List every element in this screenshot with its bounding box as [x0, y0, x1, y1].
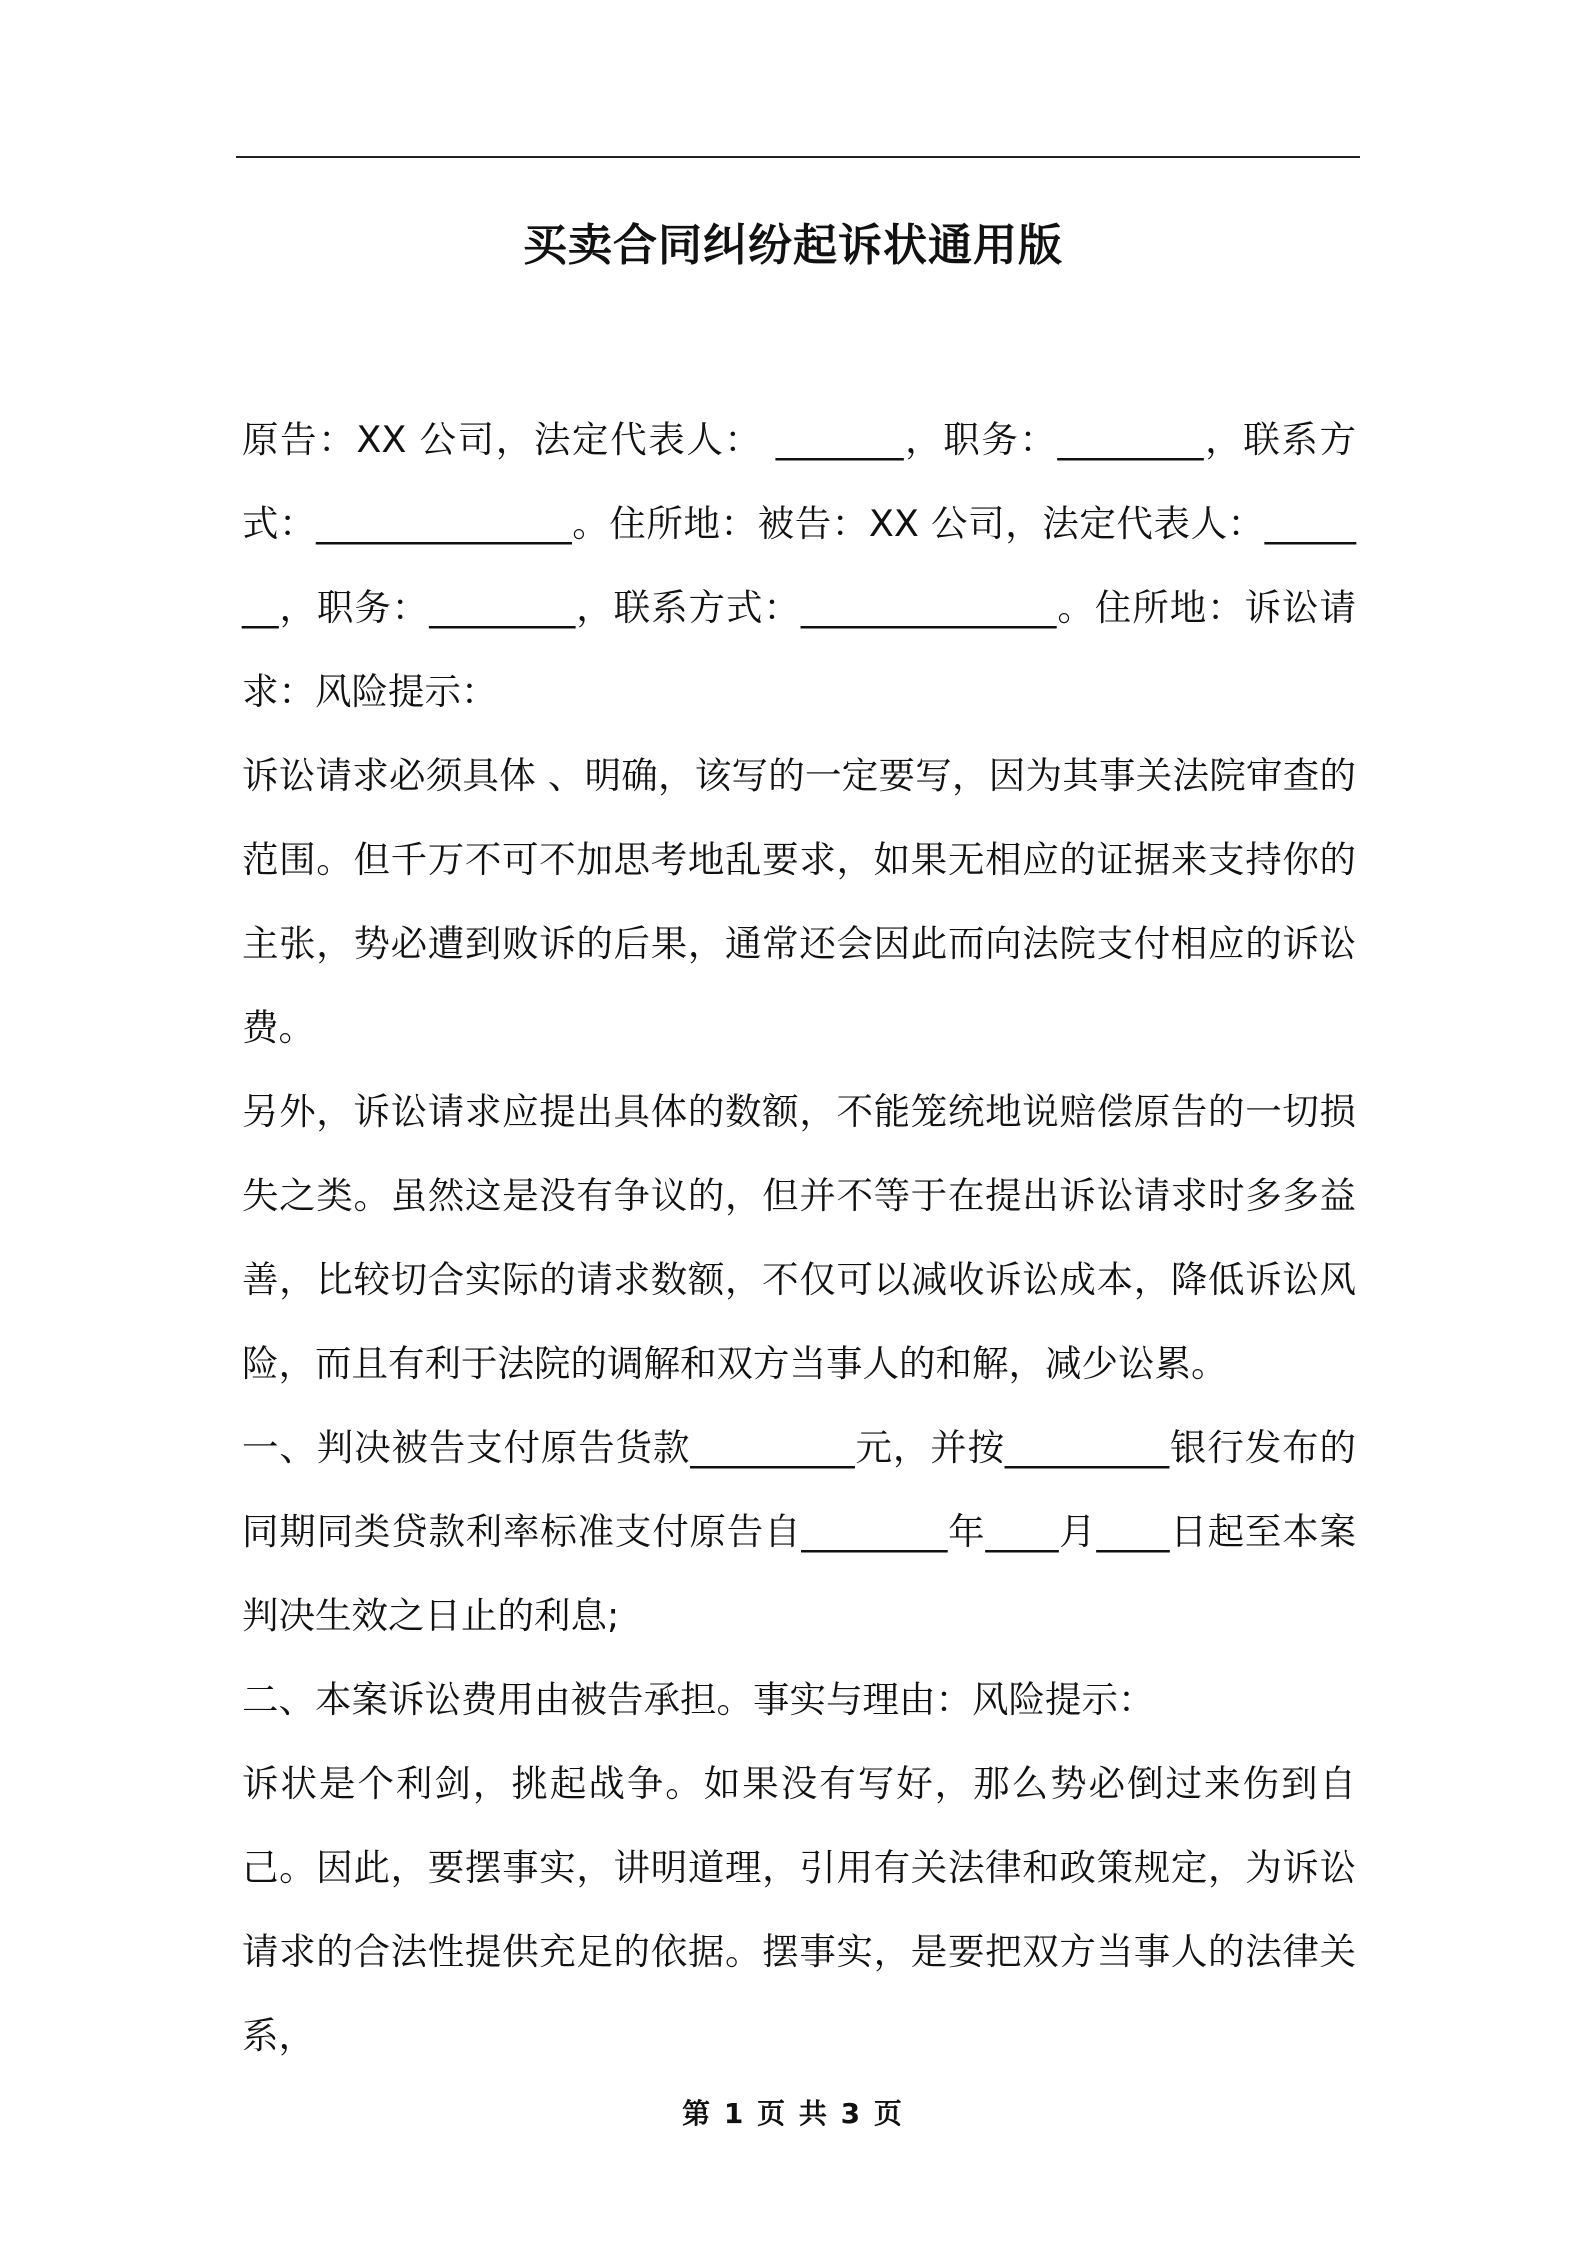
page-number-footer: 第 1 页 共 3 页	[682, 2097, 904, 2130]
document-title: 买卖合同纠纷起诉状通用版	[523, 220, 1063, 271]
paragraph-parties: 原告：XX 公司，法定代表人： _______，职务：________，联系方式：______________。住所地：被告：XX 公司，法定代表人：_______，职务：________，联系方式：______________。住所地：诉讼请求：风险提示：	[242, 418, 1356, 713]
paragraph-claim-1: 一、判决被告支付原告货款_________元，并按_________银行发布的同期同类贷款利率标准支付原告自________年____月____日起至本案判决生效之日止的利息;	[242, 1426, 1356, 1637]
paragraph-facts-note: 诉状是个利剑，挑起战争。如果没有写好，那么势必倒过来伤到自己。因此，要摆事实，讲明道理，引用有关法律和政策规定，为诉讼请求的合法性提供充足的依据。摆事实，是要把双方当事人的法律关系，	[242, 1762, 1356, 2057]
header-rule	[236, 156, 1360, 158]
paragraph-claim-note: 诉讼请求必须具体 、明确，该写的一定要写，因为其事关法院审查的范围。但千万不可不加思考地乱要求，如果无相应的证据来支持你的主张，势必遭到败诉的后果，通常还会因此而向法院支付相应的诉讼费。	[242, 754, 1356, 1049]
paragraph-claim-amount-note: 另外，诉讼请求应提出具体的数额，不能笼统地说赔偿原告的一切损失之类。虽然这是没有争议的，但并不等于在提出诉讼请求时多多益善，比较切合实际的请求数额，不仅可以减收诉讼成本，降低诉讼风险，而且有利于法院的调解和双方当事人的和解，减少讼累。	[242, 1090, 1356, 1385]
paragraph-claim-2: 二、本案诉讼费用由被告承担。事实与理由：风险提示：	[242, 1678, 1155, 1721]
document-body	[242, 398, 1356, 2078]
